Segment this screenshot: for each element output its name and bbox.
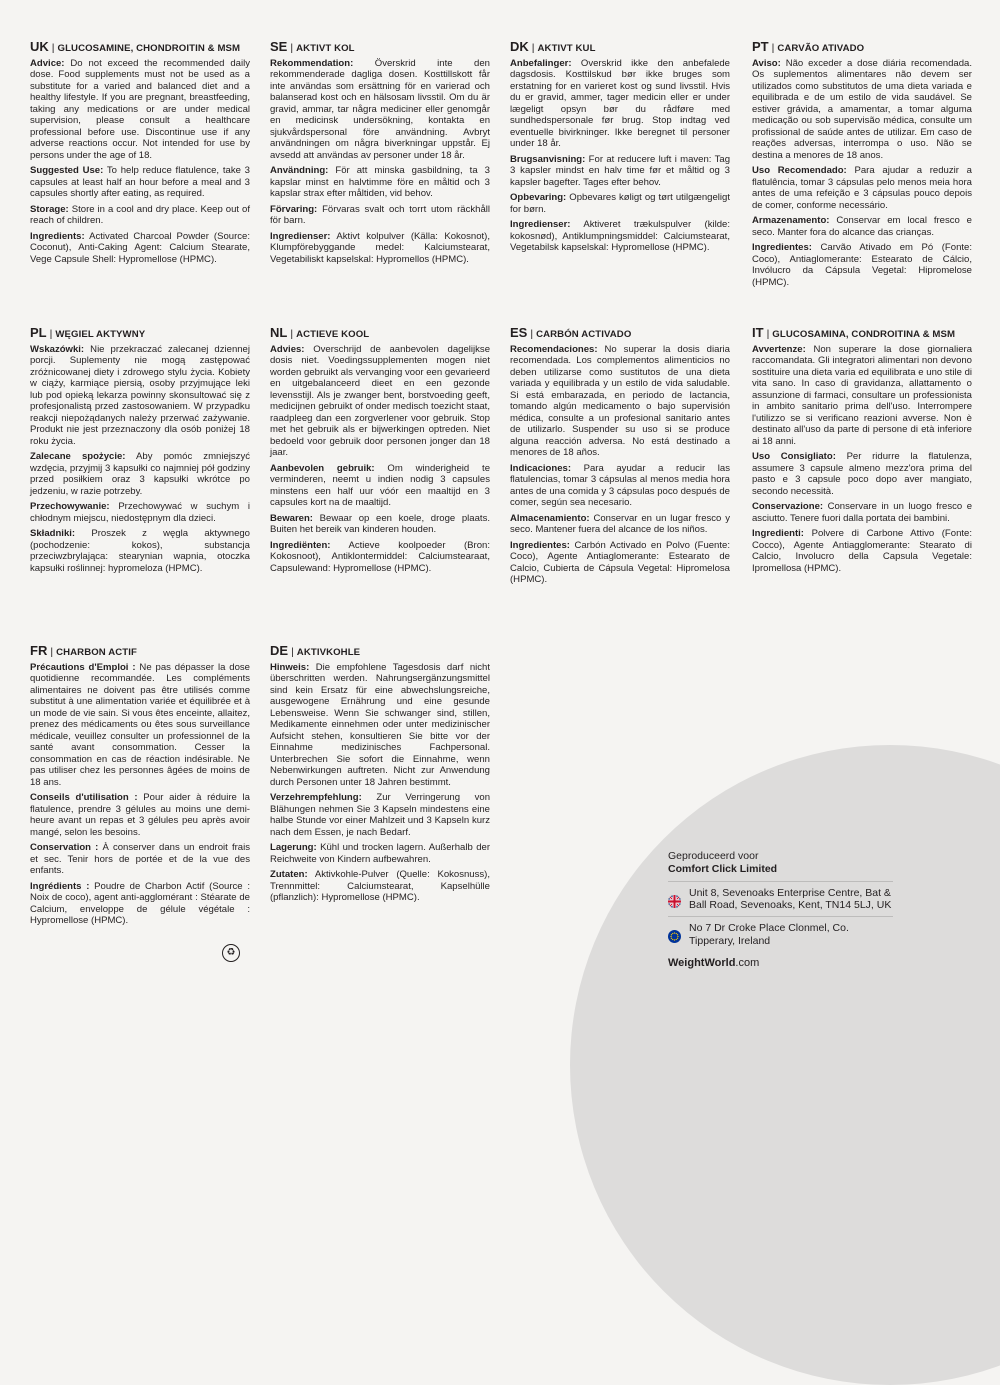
address-uk-text: Unit 8, Sevenoaks Enterprise Centre, Bat & Ball Road, Sevenoaks, Kent, TN14 5LJ, UK	[689, 886, 892, 912]
section-paragraph	[30, 528, 250, 574]
section-label: Ingredientes:	[510, 539, 570, 551]
section-label: Przechowywanie:	[30, 501, 110, 513]
eu-flag-icon	[668, 930, 681, 943]
section-label: Recomendaciones:	[510, 343, 598, 355]
product-title: CHARBON ACTIF	[56, 647, 137, 658]
panel-body	[270, 344, 490, 575]
section-paragraph	[30, 501, 250, 524]
section-text: Carvão Ativado em Pó (Fonte: Coco), Antiaglomerante: Estearato de Cálcio, Invólucro da Cápsula Vegetal: Hipromelose (HPMC).	[752, 242, 973, 288]
website-brand: WeightWorld	[668, 956, 736, 969]
section-text: Proszek z węgla aktywnego (pochodzenie: kokos), substancja przeciwzbrylająca: stearynian wapnia, otoczka kapsułki roślinnej: hypromeloza (HPMC).	[30, 528, 250, 574]
section-paragraph	[30, 58, 250, 162]
panel-body	[752, 344, 972, 575]
section-paragraph	[270, 842, 490, 865]
section-label: Aanbevolen gebruik:	[270, 462, 375, 474]
section-label: Lagerung:	[270, 842, 317, 854]
section-paragraph	[510, 192, 730, 215]
panel-body	[752, 58, 972, 289]
product-title: AKTIVKOHLE	[296, 647, 361, 658]
section-paragraph	[30, 231, 250, 266]
section-text: Om winderigheid te verminderen, neemt u indien nodig 3 capsules minstens een half uur vóór een maaltijd en 3 capsules kort na de maaltijd.	[270, 462, 490, 509]
section-label: Uso Recomendado:	[752, 165, 847, 177]
section-text: Aby pomóc zmniejszyć wzdęcia, przyjmij 3 kapsułki co najmniej pół godziny przed posiłkiem oraz 3 kapsułki wkrótce po jedzeniu, w razie potrzeby.	[30, 451, 250, 497]
section-paragraph	[30, 204, 250, 227]
section-text: Förvaras svalt och torrt utom räckhåll för barn.	[270, 203, 491, 227]
section-paragraph	[270, 204, 490, 227]
section-label: Användning:	[270, 165, 329, 177]
section-paragraph	[510, 219, 730, 254]
section-paragraph	[30, 842, 250, 877]
heading-divider: |	[290, 328, 294, 340]
heading-divider: |	[50, 646, 54, 658]
product-title: AKTIVT KOL	[296, 43, 355, 54]
section-text: No superar la dosis diaria recomendada. Los complementos alimenticios no deben utilizarse como sustitutos de una dieta variada y equilibrada y un estilo de vida saludable. Si está embarazada, en periodo de lactancia, tomando algún medicamento o bajo supervisión médica, consulte a un profesional sanitario antes de utilizarlo. Suspender su uso si se produce alguna reacción adversa. No está destinado a menores de 18 años.	[510, 343, 730, 459]
section-text: Aktiveret trækulspulver (kilde: kokosnød), Antiklumpningsmiddel: Calciumstearat, Vegetabilsk kapselskal: Hypromellose (HPMC).	[510, 219, 730, 254]
section-text: Kühl und trocken lagern. Außerhalb der Reichweite von Kindern aufbewahren.	[270, 842, 490, 865]
section-label: Opbevaring:	[510, 192, 567, 204]
panel-heading	[752, 326, 972, 340]
section-label: Ingrédients :	[30, 880, 90, 892]
panel-heading	[752, 40, 972, 54]
panel-nl	[270, 326, 490, 578]
section-paragraph	[510, 540, 730, 586]
section-label: Ingrediënten:	[270, 539, 331, 551]
panel-body	[270, 662, 490, 904]
heading-divider: |	[530, 328, 534, 340]
section-text: För att minska gasbildning, ta 3 kapslar minst en halvtimme före en måltid och 3 kapslar strax efter måltiden, vid behov.	[270, 165, 490, 200]
panel-heading	[30, 326, 250, 340]
section-paragraph	[270, 792, 490, 838]
panel-body	[270, 58, 490, 266]
section-paragraph	[752, 528, 972, 574]
background-circle	[570, 745, 1000, 1385]
section-paragraph	[752, 215, 972, 238]
section-paragraph	[752, 501, 972, 524]
section-text: Para ayudar a reducir las flatulencias, tomar 3 cápsulas al menos media hora antes de una comida y 3 cápsulas poco después de comer, según sea necesario.	[510, 462, 730, 509]
section-label: Bewaren:	[270, 512, 313, 524]
language-code: DE	[270, 643, 289, 658]
website	[668, 957, 893, 970]
section-label: Förvaring:	[270, 203, 318, 215]
language-code: NL	[270, 325, 288, 340]
section-label: Anbefalinger:	[510, 57, 572, 69]
section-text: Não exceder a dose diária recomendada. Os suplementos alimentares não devem ser utilizados como substitutos de uma dieta variada e equilibrada e de um estilo de vida saudável. Se estiver grávida, a amamentar, a tomar alguma medicação ou sob supervisão médica, consulte um profissional de saúde antes de utilizar. Em caso de reações adversas, interrompa o uso. Não se destina a menores de 18 anos.	[752, 57, 972, 161]
panel-body	[30, 662, 250, 927]
language-code: DK	[510, 39, 529, 54]
language-code: PL	[30, 325, 47, 340]
section-paragraph	[752, 58, 972, 162]
panel-body	[30, 58, 250, 266]
recycle-icon: ♻	[222, 944, 240, 962]
section-paragraph	[510, 513, 730, 536]
section-paragraph	[270, 662, 490, 789]
section-paragraph	[510, 463, 730, 509]
panel-se	[270, 40, 490, 269]
panel-heading	[270, 40, 490, 54]
section-text: Do not exceed the recommended daily dose. Food supplements must not be used as a substitute for a varied and balanced diet and a healthy lifestyle. If you are pregnant, breastfeeding, taking any medications or are under medical supervision, please consult a healthcare professional before use. Discontinue use if any adverse reactions occur. Not intended for use by persons under the age of 18.	[30, 57, 250, 161]
heading-divider: |	[290, 42, 294, 54]
section-label: Advice:	[30, 57, 65, 69]
section-text: Conservar em local fresco e seco. Manter fora do alcance das crianças.	[752, 215, 972, 238]
section-label: Zutaten:	[270, 869, 308, 881]
language-code: ES	[510, 325, 528, 340]
section-label: Rekommendation:	[270, 57, 354, 69]
panel-heading	[30, 40, 250, 54]
section-paragraph	[30, 792, 250, 838]
panel-es	[510, 326, 730, 590]
company-name: Comfort Click Limited	[668, 862, 778, 875]
section-paragraph	[270, 463, 490, 509]
product-title: GLUCOSAMINE, CHONDROITIN & MSM	[57, 43, 241, 54]
section-text: Die empfohlene Tagesdosis darf nicht überschritten werden. Nahrungsergänzungsmittel sind kein Ersatz für eine abwechslungsreiche, ausgewogene Ernährung und eine gesunde Lebensweise. Wenn Sie schwanger sind, stillen, Medikamente einnehmen oder unter medizinischer Aufsicht stehen, konsultieren Sie bitte vor der Einnahme medizinisches Fachpersonal. Unterbrechen Sie sofort die Einnahme, wenn Nebenwirkungen auftreten. Nicht zur Anwendung durch Personen unter 18 Jahren bestimmt.	[270, 661, 490, 788]
language-code: FR	[30, 643, 48, 658]
section-label: Suggested Use:	[30, 165, 104, 177]
section-paragraph	[752, 451, 972, 497]
section-text: Przechowywać w suchym i chłodnym miejscu, niedostępnym dla dzieci.	[30, 501, 250, 524]
heading-divider: |	[291, 646, 294, 658]
section-text: Actieve koolpoeder (Bron: Kokosnoot), Antiklontermiddel: Calciumstearaat, Capsulewand: Hypromellose (HPMC).	[270, 539, 490, 574]
section-label: Ingredienser:	[510, 219, 571, 231]
section-paragraph	[270, 165, 490, 200]
product-title: CARBÓN ACTIVADO	[536, 329, 632, 340]
heading-divider: |	[766, 328, 770, 340]
section-label: Ingredients:	[30, 230, 85, 242]
producer-info	[668, 850, 893, 970]
section-text: Zur Verringerung von Blähungen nehmen Sie 3 Kapseln mindestens eine halbe Stunde vor einer Mahlzeit und 3 Kapseln kurz nach dem Essen, je nach Bedarf.	[270, 792, 491, 838]
heading-divider: |	[531, 42, 535, 54]
section-label: Ingredientes:	[752, 242, 812, 254]
panel-body	[510, 58, 730, 254]
section-text: Store in a cool and dry place. Keep out of reach of children.	[30, 203, 250, 227]
address-ie-text: No 7 Dr Croke Place Clonmel, Co. Tipperary, Ireland	[689, 922, 849, 947]
section-text: Överskrid inte den rekommenderade dagliga dosen. Kosttillskott får inte användas som ersättning för en varierad och balanserad kost och en hälsosam livsstil. Om du är gravid, ammar, tar några mediciner eller genomgår en medicinsk undersökning, kontakta en sjukvårdspersonal före användning. Avbryt användningen om några biverkningar uppstår. Ej avsedd att användas av personer under 18 år.	[270, 57, 490, 161]
panel-heading	[270, 644, 490, 658]
section-label: Ingredienti:	[752, 528, 804, 540]
section-label: Almacenamiento:	[510, 512, 590, 524]
section-label: Verzehrempfehlung:	[270, 792, 362, 804]
section-text: Polvere di Carbone Attivo (Fonte: Cocco), Agente Antiagglomerante: Stearato di Calcio, Involucro della Capsula Vegetale: Ipromellosa (HPMC).	[752, 528, 972, 574]
section-label: Advies:	[270, 343, 305, 355]
section-paragraph	[752, 242, 972, 288]
section-label: Précautions d'Emploi :	[30, 661, 136, 673]
section-paragraph	[270, 869, 490, 904]
section-text: Activated Charcoal Powder (Source: Coconut), Anti-Caking Agent: Calcium Stearate, Vege Capsule Shell: Hypromellose (HPMC).	[30, 230, 250, 265]
section-text: Conservare in un luogo fresco e asciutto. Tenere fuori dalla portata dei bambini.	[752, 501, 973, 524]
section-label: Conservation :	[30, 842, 99, 854]
section-text: Conservar en un lugar fresco y seco. Mantener fuera del alcance de los niños.	[510, 512, 730, 536]
website-domain: .com	[735, 956, 760, 969]
product-title: ACTIEVE KOOL	[296, 329, 370, 340]
heading-divider: |	[49, 328, 53, 340]
section-text: Aktivt kolpulver (Källa: Kokosnot), Klumpförebyggande medel: Kalciumstearat, Vegetabiliskt kapselskal: Hypromellos (HPMC).	[270, 230, 490, 265]
heading-divider: |	[51, 42, 55, 54]
heading-divider: |	[771, 42, 775, 54]
section-text: To help reduce flatulence, take 3 capsules at least half an hour before a meal and 3 capsules shortly after eating, as required.	[30, 165, 250, 200]
panel-it	[752, 326, 972, 578]
section-text: À conserver dans un endroit frais et sec. Tenir hors de portée et de la vue des enfants.	[30, 842, 250, 877]
section-paragraph	[30, 451, 250, 497]
address-uk	[668, 881, 893, 917]
section-paragraph	[510, 58, 730, 150]
panel-dk	[510, 40, 730, 258]
product-title: AKTIVT KUL	[537, 43, 596, 54]
section-label: Ingredienser:	[270, 230, 331, 242]
panel-heading	[510, 40, 730, 54]
panel-body	[510, 344, 730, 586]
language-code: PT	[752, 39, 769, 54]
section-label: Indicaciones:	[510, 462, 572, 474]
section-label: Zalecane spożycie:	[30, 451, 126, 463]
produced-for-label: Geproduceerd voor	[668, 850, 759, 862]
section-paragraph	[510, 344, 730, 459]
panel-pt	[752, 40, 972, 292]
section-paragraph	[30, 662, 250, 789]
section-text: Poudre de Charbon Actif (Source : Noix de coco), agent anti-agglomérant : Stéarate de Calcium, enveloppe de gélule végétale : Hypromellose (HPMC).	[30, 880, 250, 927]
product-title: WĘGIEL AKTYWNY	[55, 329, 146, 340]
section-label: Aviso:	[752, 57, 781, 69]
uk-flag-icon	[668, 895, 681, 908]
section-text: Pour aider à réduire la flatulence, prendre 3 gélules au moins une demi-heure avant un repas et 3 gélules peu après avoir mangé, selon les besoins.	[30, 792, 250, 838]
section-paragraph	[752, 344, 972, 448]
section-label: Brugsanvisning:	[510, 153, 586, 165]
panel-heading	[510, 326, 730, 340]
section-label: Hinweis:	[270, 661, 310, 673]
section-label: Armazenamento:	[752, 215, 830, 227]
section-paragraph	[270, 513, 490, 536]
section-paragraph	[30, 344, 250, 448]
product-title: GLUCOSAMINA, CONDROITINA & MSM	[772, 329, 956, 340]
section-text: Ne pas dépasser la dose quotidienne recommandée. Les compléments alimentaires ne doivent pas être utilisés comme substitut à une alimentation variée et équilibrée et à un mode de vie sain. Si vous êtes enceinte, allaitez, prenez des médicaments ou êtes sous surveillance médicale, veuillez consulter un professionnel de la santé avant consommation. Cesser la consommation en cas de réaction indésirable. Ne pas utiliser chez les personnes âgées de moins de 18 ans.	[30, 661, 250, 788]
section-label: Conseils d'utilisation :	[30, 792, 138, 804]
section-text: Bewaar op een koele, droge plaats. Buiten het bereik van kinderen houden.	[270, 512, 491, 536]
section-text: Non superare la dose giornaliera raccomandata. Gli integratori alimentari non devono sostituire una dieta varia ed equilibrata e uno stile di vita sano. In caso di gravidanza, allattamento o assunzione di farmaci, consultare un professionista in ambito sanitario prima dell'uso. Interrompere l'utilizzo se si verificano reazioni avverse. Non è destinato all'uso da parte di persone di età inferiore ai 18 anni.	[752, 343, 973, 447]
section-text: Carbón Activado en Polvo (Fuente: Coco), Agente Antiaglomerante: Estearato de Calcio, Cubierta de Cápsula Vegetal: Hipromelosa (HPMC).	[510, 539, 730, 586]
address-ie	[668, 916, 893, 952]
language-code: SE	[270, 39, 288, 54]
section-paragraph	[270, 58, 490, 162]
section-paragraph	[30, 881, 250, 927]
section-paragraph	[270, 344, 490, 459]
section-text: Aktivkohle-Pulver (Quelle: Kokosnuss), Trennmittel: Calciumstearat, Kapselhülle (pflanzlich): Hypromellose (HPMC).	[270, 869, 490, 904]
panel-heading	[30, 644, 250, 658]
section-label: Storage:	[30, 203, 69, 215]
section-label: Uso Consigliato:	[752, 451, 836, 463]
language-code: UK	[30, 39, 49, 54]
panel-pl	[30, 326, 250, 578]
section-text: Para ajudar a reduzir a flatulência, tomar 3 cápsulas pelo menos meia hora antes de uma refeição e 3 cápsulas pouco depois de comer, conforme necessário.	[752, 165, 972, 211]
section-text: Nie przekraczać zalecanej dziennej porcji. Suplementy nie mogą zastępować zróżnicowanej diety i zdrowego stylu życia. Kobiety w ciąży, karmiące piersią, osoby przyjmujące leki lub pod opieką lekarza powinny skonsultować się z profesjonalistą przed zastosowaniem. W przypadku reakcji niepożądanych należy przerwać zażywanie. Produkt nie jest przeznaczony dla osób poniżej 18 roku życia.	[30, 343, 250, 447]
panel-fr	[30, 644, 250, 931]
panel-uk	[30, 40, 250, 269]
section-label: Składniki:	[30, 528, 76, 540]
section-paragraph	[752, 165, 972, 211]
section-label: Conservazione:	[752, 501, 824, 513]
section-text: Opbevares køligt og tørt utilgængeligt for børn.	[510, 192, 730, 215]
section-text: Per ridurre la flatulenza, assumere 3 capsule almeno mezz'ora prima del pasto e 3 capsule poco dopo aver mangiato, secondo necessità.	[752, 451, 972, 497]
section-label: Avvertenze:	[752, 343, 806, 355]
section-paragraph	[30, 165, 250, 200]
section-paragraph	[270, 540, 490, 575]
product-title: CARVÃO ATIVADO	[777, 43, 865, 54]
panel-body	[30, 344, 250, 575]
section-text: Overskrid ikke den anbefalede dagsdosis. Kosttilskud bør ikke bruges som erstatning for en varieret kost og sund livsstil. Hvis du er gravid, ammer, tager medicin eller er under lægeligt opsyn bør du rådføre med sundhedspersonale før brug. Stop indtag ved eventuelle bivirkninger. Ikke beregnet til personer under 18 år.	[510, 57, 730, 150]
language-code: IT	[752, 325, 764, 340]
section-text: Overschrijd de aanbevolen dagelijkse dosis niet. Voedingssupplementen mogen niet worden gebruikt als vervanging voor een gevarieerd en uitgebalanceerd dieet en een gezonde levensstijl. Als je zwanger bent, borstvoeding geeft, medicijnen gebruikt of onder medisch toezicht staat, raadpleeg dan een zorgverlener voor gebruik. Stop met het gebruik als er bijwerkingen optreden. Niet bedoeld voor gebruik door personen jonger dan 18 jaar.	[270, 343, 491, 459]
panel-de	[270, 644, 490, 908]
section-label: Wskazówki:	[30, 343, 85, 355]
section-text: For at reducere luft i maven: Tag 3 kapsler mindst en halv time før et måltid og 3 kapsler bagefter. Tages efter behov.	[510, 153, 731, 188]
section-paragraph	[270, 231, 490, 266]
section-paragraph	[510, 154, 730, 189]
panel-heading	[270, 326, 490, 340]
